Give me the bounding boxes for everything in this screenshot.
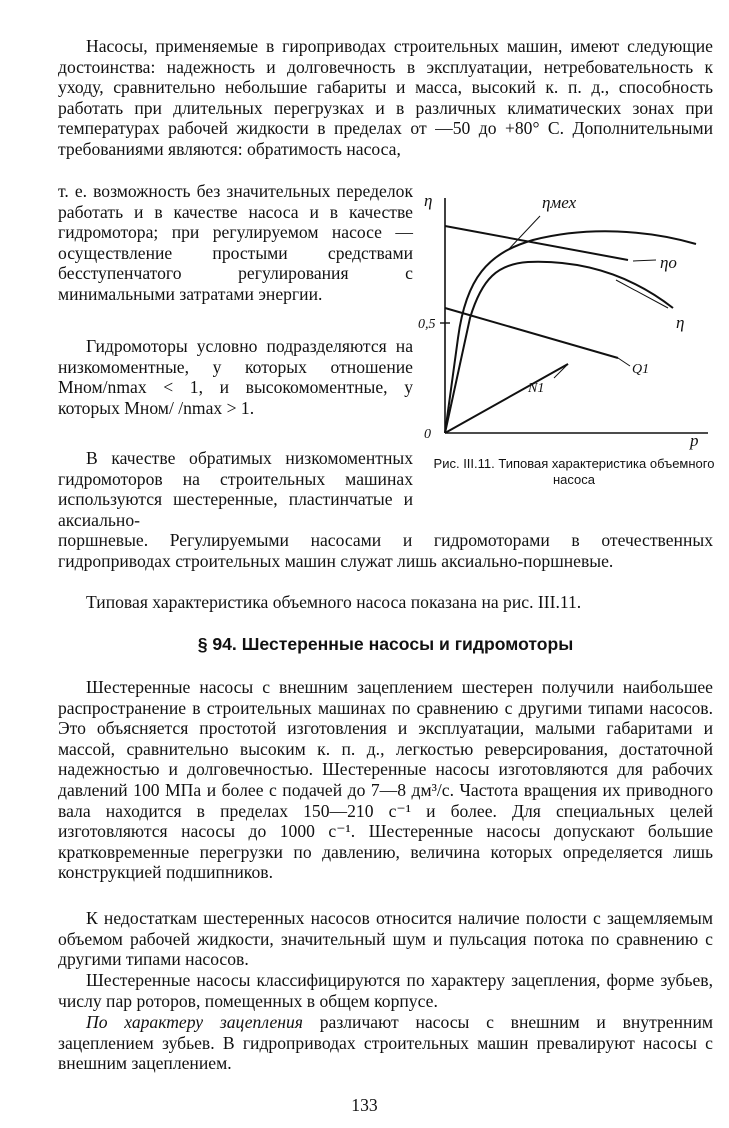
curve-n1 <box>445 364 568 433</box>
paragraph-hydromotor-classification: Гидромоторы условно подразделяются на низкомоментные, у которых отношение Мном/nmax < 1, и высокомоментные, у которых Мном/ /nmax > 1. <box>58 336 413 418</box>
paragraph-gear-pump-classification: Шестеренные насосы классифицируются по характеру зацепления, форме зубьев, числу пар роторов, помещенных в общем корпусе. <box>58 970 713 1011</box>
figure-pump-characteristic <box>418 168 718 498</box>
label-eta-o: ηо <box>660 253 677 272</box>
paragraph-gear-pump-drawbacks: К недостаткам шестеренных насосов относится наличие полости с защемляемым объемом рабочей жидкости, значительный шум и пульсация потока по сравнению с другими типами насосов. <box>58 908 713 970</box>
label-n1: N1 <box>528 381 545 396</box>
characteristic-diagram <box>418 168 718 453</box>
curve-eta-mech <box>445 231 696 433</box>
figure-caption: Рис. III.11. Типовая характеристика объемного насоса <box>433 456 715 487</box>
origin-label: 0 <box>424 427 431 442</box>
leader-eta-mech <box>508 216 540 250</box>
label-eta: η <box>676 313 685 332</box>
paragraph-figure-reference: Типовая характеристика объемного насоса показана на рис. III.11. <box>86 592 582 612</box>
page-number: 133 <box>351 1095 378 1115</box>
paragraph-pump-advantages: Насосы, применяемые в гироприводах строительных машин, имеют следующие достоинства: надежность и долговечность в эксплуатации, нетребовательность к уходу, сравнительно небольшие габариты и масса, высокий к. п. д., способность работать при длительных перегрузках и в различных климатических зонах при температурах рабочей жидкости в пределах от —50 до +80° C. Дополнительными требованиями являются: обратимость насоса, <box>58 36 713 159</box>
y-axis-label: η <box>424 191 433 210</box>
engagement-rest-text: различают насосы с внешним и внутренним зацеплением зубьев. В гидроприводах строительных машин превалируют насосы с внешним зацеплением. <box>58 1012 713 1074</box>
paragraph-pump-advantages-continued: т. е. возможность без значительных переделок работать и в качестве насоса и в качестве гидромотора; при регулируемом насосе — осуществление простыми средствами бесступенчатого регулирования с минимальными затратами энергии. <box>58 181 413 304</box>
leader-q1 <box>618 358 630 366</box>
paragraph-gear-pumps: Шестеренные насосы с внешним зацеплением шестерен получили наибольшее распространение в строительных машинах по сравнению с другими типами насосов. Это объясняется простотой изготовления и эксплуатации, малыми габаритами и массой, сравнительно высоким к. п. д., легкостью реверсирования, достаточной надежностью и долговечностью. Шестеренные насосы изготовляются для рабочих давлений 100 МПа и более с подачей до 7—8 дм³/с. Частота вращения их приводного вала находится в пределах 150—210 с⁻¹ и более. Для специальных целей изготовляются насосы до 1000 с⁻¹. Шестеренные насосы допускают большие кратковременные перегрузки по давлению, величина которых определяется лишь конструкцией подшипников. <box>58 677 714 883</box>
leader-eta-o <box>633 260 656 261</box>
paragraph-reversible-motors: В качестве обратимых низкомоментных гидромоторов на строительных машинах используются шестеренные, пластинчатые и аксиально- <box>58 448 413 530</box>
engagement-italic-phrase: По характеру зацепления <box>86 1012 303 1032</box>
label-q1: Q1 <box>632 362 650 377</box>
x-axis-label: p <box>690 431 699 450</box>
leader-eta <box>616 280 668 308</box>
label-eta-mech: ηмех <box>542 193 577 212</box>
curve-eta <box>445 262 673 433</box>
section-heading: § 94. Шестеренные насосы и гидромоторы <box>197 634 574 654</box>
y-tick-label: 0,5 <box>418 317 436 332</box>
paragraph-reversible-motors-continued: поршневые. Регулируемыми насосами и гидромоторами в отечественных гидроприводах строительных машин служат лишь аксиально-поршневые. <box>58 530 713 571</box>
paragraph-engagement-types <box>58 1012 713 1074</box>
